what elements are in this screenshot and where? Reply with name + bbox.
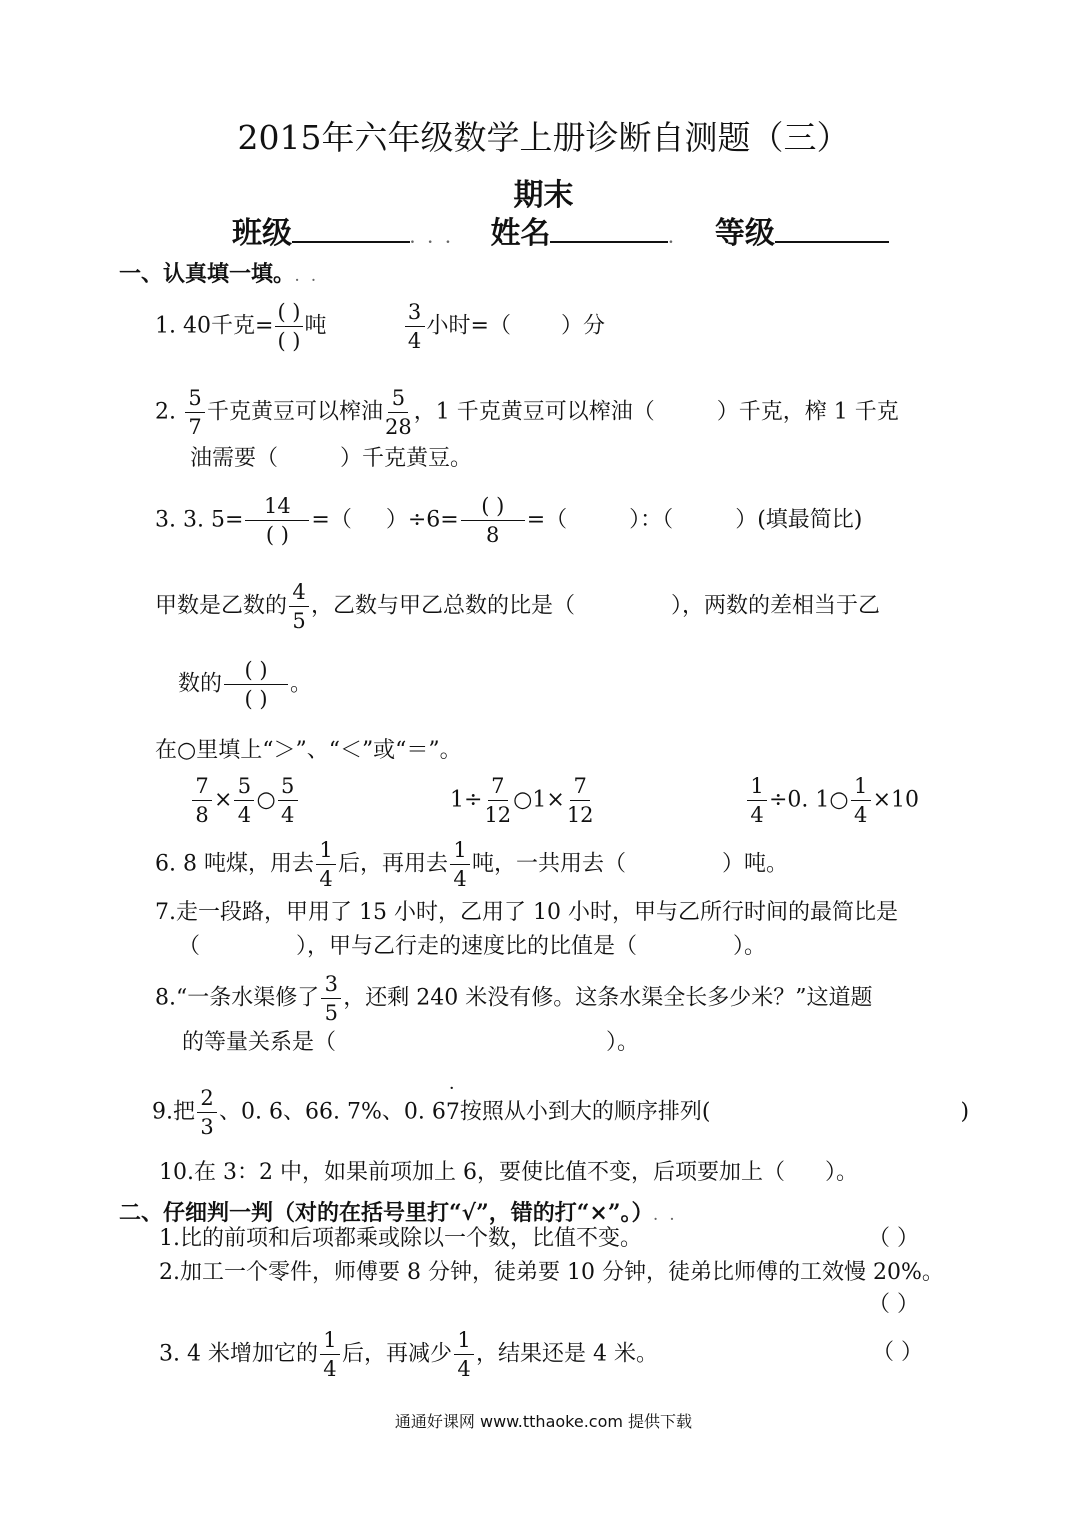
question-1: 1. 40千克= $\frac{( )}{( )}$ 吨 $\frac{3}{4}$ 小时=（ ）分 bbox=[155, 300, 605, 354]
judge-question-3: 3. 4 米增加它的 $\frac{1}{4}$ 后，再减少 $\frac{1}{4}$ ，结果还是 4 米。 bbox=[159, 1328, 658, 1382]
judge-bracket-1[interactable]: （ ） bbox=[868, 1226, 919, 1251]
grade-blank[interactable] bbox=[775, 213, 889, 243]
page-title: 2015年六年级数学上册诊断自测题（三） bbox=[237, 118, 850, 157]
question-7: 7.走一段路，甲用了 15 小时，乙用了 10 小时，甲与乙所行时间的最简比是 bbox=[155, 900, 898, 925]
class-blank[interactable] bbox=[292, 213, 410, 243]
judge-question-2: 2.加工一个零件，师傅要 8 分钟，徒弟要 10 分钟，徒弟比师傅的工效慢 20%。 bbox=[159, 1260, 944, 1285]
section-1-heading: 一、认真填一填。. . bbox=[119, 261, 320, 287]
judge-bracket-2[interactable]: （ ） bbox=[868, 1292, 919, 1317]
fraction: $\frac{4}{5}$ bbox=[289, 580, 309, 633]
footer-source: 通通好课网 www.tthaoke.com 提供下载 bbox=[394, 1412, 693, 1431]
name-label: 姓名 bbox=[490, 216, 551, 251]
compare-circle[interactable]: ○ bbox=[256, 787, 276, 813]
compare-circle[interactable]: ○1× bbox=[513, 787, 565, 813]
question-2: 2. $\frac{5}{7}$ 千克黄豆可以榨油 $\frac{5}{28}$ ，1 千克黄豆可以榨油（ ）千克，榨 1 千克 bbox=[155, 386, 899, 440]
compare-circle[interactable]: ÷0. 1○ bbox=[769, 787, 849, 813]
question-6: 6. 8 吨煤，用去 $\frac{1}{4}$ 后，再用去 $\frac{1}{4}$ 吨，一共用去（ ）吨。 bbox=[155, 838, 789, 892]
repeating-digit: · 7 bbox=[446, 1100, 460, 1125]
fraction: $\frac{3}{4}$ bbox=[405, 300, 425, 353]
fraction: $\frac{14}{( )}$ bbox=[245, 494, 309, 547]
question-4-line-2: 数的 $\frac{( )}{( )}$ 。 bbox=[178, 658, 313, 712]
question-2-line-2: 油需要（ ）千克黄豆。 bbox=[190, 446, 473, 471]
name-blank[interactable] bbox=[550, 213, 668, 243]
question-8: 8.“一条水渠修了 $\frac{3}{5}$ ，还剩 240 米没有修。这条水渠全长多少米？”这道题 bbox=[155, 972, 873, 1026]
fraction: $\frac{( )}{( )}$ bbox=[277, 300, 301, 354]
compare-expression-2: 1÷ $\frac{7}{12}$ ○1× $\frac{7}{12}$ bbox=[450, 774, 594, 828]
compare-expression-3: $\frac{1}{4}$ ÷0. 1○ $\frac{1}{4}$ ×10 bbox=[745, 774, 919, 827]
fraction: $\frac{( )}{8}$ bbox=[461, 494, 525, 547]
fraction: $\frac{5}{7}$ bbox=[185, 386, 205, 439]
question-9: 9.把 $\frac{2}{3}$ 、0. 6、66. 7%、0. 6· 7按照从小到大的顺序排列( ) bbox=[152, 1086, 969, 1139]
section-2-heading: 二、仔细判一判（对的在括号里打“√”，错的打“×”。）. . bbox=[119, 1200, 679, 1226]
judge-question-1: 1.比的前项和后项都乘或除以一个数，比值不变。 bbox=[159, 1226, 642, 1251]
question-7-line-2: （ ），甲与乙行走的速度比的比值是（ ）。 bbox=[178, 934, 767, 959]
fraction: $\frac{( )}{( )}$ bbox=[224, 658, 288, 711]
student-info-row: 班级 . . . 姓名 . 等级 bbox=[232, 208, 889, 252]
question-5: 在○里填上“＞”、“＜”或“＝”。 bbox=[155, 738, 462, 763]
fraction: $\frac{5}{28}$ bbox=[385, 386, 412, 440]
question-3: 3. 3. 5= $\frac{14}{( )}$ =（ ）÷6= $\frac{( )}{8}$ =（ ）：（ ）(填最简比) bbox=[155, 494, 863, 548]
question-8-line-2: 的等量关系是（ ）。 bbox=[182, 1030, 640, 1055]
question-10: 10.在 3：2 中，如果前项加上 6，要使比值不变，后项要加上（ ）。 bbox=[159, 1160, 858, 1185]
grade-label: 等级 bbox=[714, 216, 775, 251]
page-subtitle: 期末 bbox=[513, 178, 574, 213]
question-4: 甲数是乙数的 $\frac{4}{5}$ ，乙数与甲乙总数的比是（ ），两数的差相当于乙 bbox=[155, 580, 881, 634]
class-label: 班级 bbox=[232, 216, 292, 251]
compare-expression-1: $\frac{7}{8}$ × $\frac{5}{4}$ ○ $\frac{5}{4}$ bbox=[190, 774, 300, 827]
judge-bracket-3[interactable]: （ ） bbox=[872, 1340, 923, 1365]
